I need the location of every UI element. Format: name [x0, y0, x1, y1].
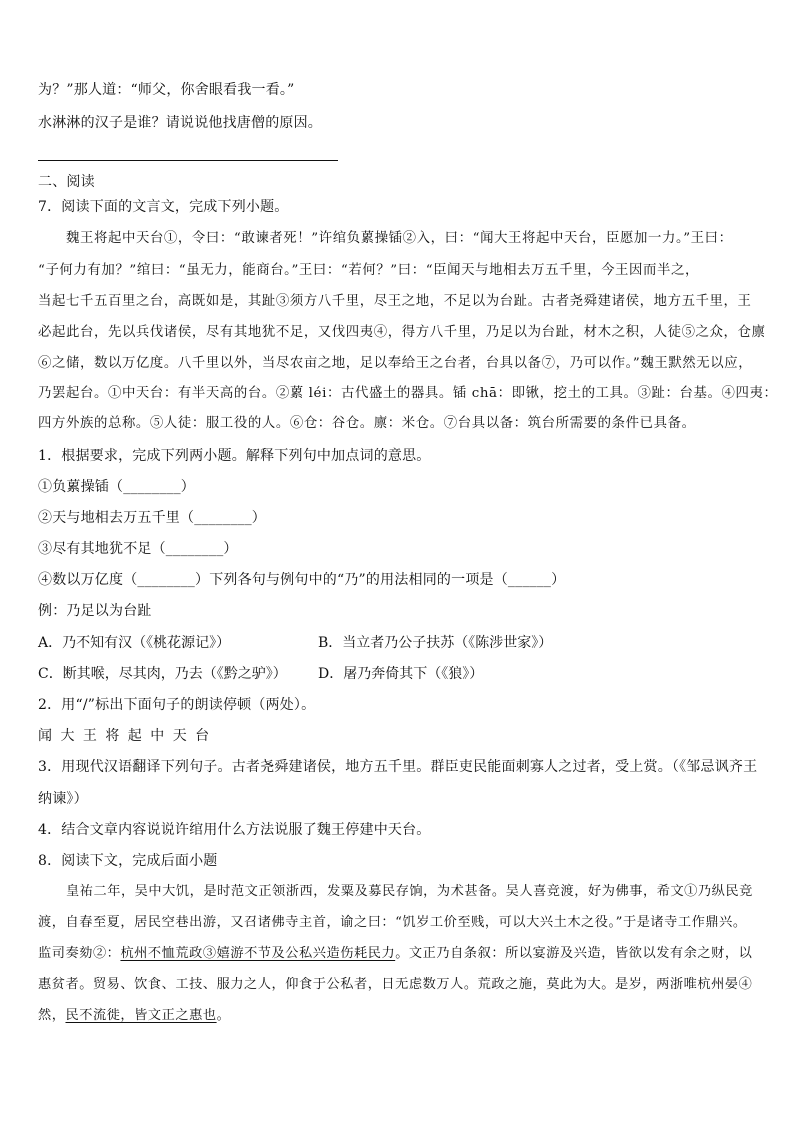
question-7-title: 7．阅读下面的文言文，完成下列小题。 [38, 199, 289, 215]
answer-line [38, 160, 338, 161]
option-d: D．屠乃奔倚其下（《狼》） [318, 666, 484, 682]
reading-text-line: 渡，自春至夏，居民空巷出游，又召诸佛寺主首，谕之曰：“饥岁工价至贱，可以大兴土木之役。”于是诸寺工作鼎兴。 [38, 915, 747, 930]
classical-text-line: “子何力有加？”绾曰：“虽无力，能商台。”王曰：“若何？”曰：“臣闻天与地相去万五千里，今王因而半之， [38, 263, 700, 278]
example-sentence: 例：乃足以为台趾 [38, 603, 152, 619]
option-b: B．当立者乃公子扶苏（《陈涉世家》） [318, 635, 553, 651]
word-item-3: ③尽有其地犹不足（________） [38, 541, 238, 557]
sub-question-1: 1．根据要求，完成下列两小题。解释下列句中加点词的意思。 [38, 448, 431, 464]
text-line-2: 水淋淋的汉子是谁？请说说他找唐僧的原因。 [38, 115, 322, 131]
pause-sentence: 闻 大 王 将 起 中 天 台 [38, 728, 212, 744]
reading-text-segment: 然， [38, 1008, 66, 1023]
sub-question-3: 3．用现代汉语翻译下列句子。古者尧舜建诸侯，地方五千里。群臣吏民能面刺寡人之过者，受上赏。（《邹忌讽齐王 [38, 759, 758, 775]
underlined-sentence-2: 民不流徙，皆文正之惠也 [65, 1008, 217, 1023]
sub-question-2: 2．用“/”标出下面句子的朗读停顿（两处）。 [38, 697, 316, 713]
word-item-4: ④数以万亿度（________）下列各句与例句中的“乃”的用法相同的一项是（______） [38, 572, 566, 588]
sub-question-3-cont: 纳谏》） [38, 791, 88, 807]
option-a: A．乃不知有汉（《桃花源记》） [38, 635, 231, 651]
reading-text-line [38, 944, 764, 964]
sub-question-4: 4．结合文章内容说说许绾用什么方法说服了魏王停建中天台。 [38, 822, 431, 838]
text-line-1: 为？”那人道：“师父，你舍眼看我一看。” [38, 82, 295, 98]
word-item-1: ①负蔂操锸（________） [38, 479, 195, 495]
reading-text-segment: 。 [216, 1008, 231, 1023]
classical-text-line: 魏王将起中天台①，令曰：“敢谏者死！”许绾负蔂操锸②入，曰：“闻大王将起中天台，臣愿加一力。”王曰： [66, 231, 733, 246]
underlined-sentence-1: 杭州不恤荒政③嬉游不节及公私兴造伤耗民力 [120, 946, 396, 961]
reading-text-line: 惠贫者。贸易、饮食、工技、服力之人，仰食于公私者，日无虑数万人。荒政之施，莫此为大。是岁，两浙唯杭州晏④ [38, 977, 753, 992]
option-c: C．断其喉，尽其肉，乃去（《黔之驴》） [38, 666, 287, 682]
reading-text-line: 皇祐二年，吴中大饥，是时范文正领浙西，发粟及募民存饷，为术甚备。吴人喜竞渡，好为佛事，希文①乃纵民竞 [66, 884, 753, 899]
classical-text-line: 当起七千五百里之台，高既如是，其趾③须方八千里，尽王之地，不足以为台趾。古者尧舜建诸侯，地方五千里，王 [38, 294, 752, 309]
classical-text-line: 四方外族的总称。⑤人徒：服工役的人。⑥仓：谷仓。廪：米仓。⑦台具以备：筑台所需要的条件已具备。 [38, 416, 696, 431]
classical-text-line: 乃罢起台。①中天台：有半天高的台。②蔂 léi：古代盛土的器具。锸 chā：即锹，挖土的工具。③趾：台基。④四夷： [38, 386, 778, 401]
reading-text-line [38, 1006, 764, 1026]
word-item-2: ②天与地相去万五千里（________） [38, 510, 266, 526]
question-8-title: 8．阅读下文，完成后面小题 [38, 853, 218, 869]
section-heading: 二、阅读 [38, 174, 95, 190]
reading-text-segment: 。文正乃自条叙：所以宴游及兴造，皆欲以发有余之财，以 [395, 946, 753, 961]
reading-text-segment: 监司奏劾②： [38, 946, 121, 961]
classical-text-line: 必起此台，先以兵伐诸侯，尽有其地犹不足，又伐四夷④，得方八千里，乃足以为台趾，材木之积，人徒⑤之众，仓廪 [38, 325, 766, 340]
classical-text-line: ⑥之储，数以万亿度。八千里以外，当尽农亩之地，足以奉给王之台者，台具以备⑦，乃可以作。”魏王默然无以应， [38, 356, 753, 371]
